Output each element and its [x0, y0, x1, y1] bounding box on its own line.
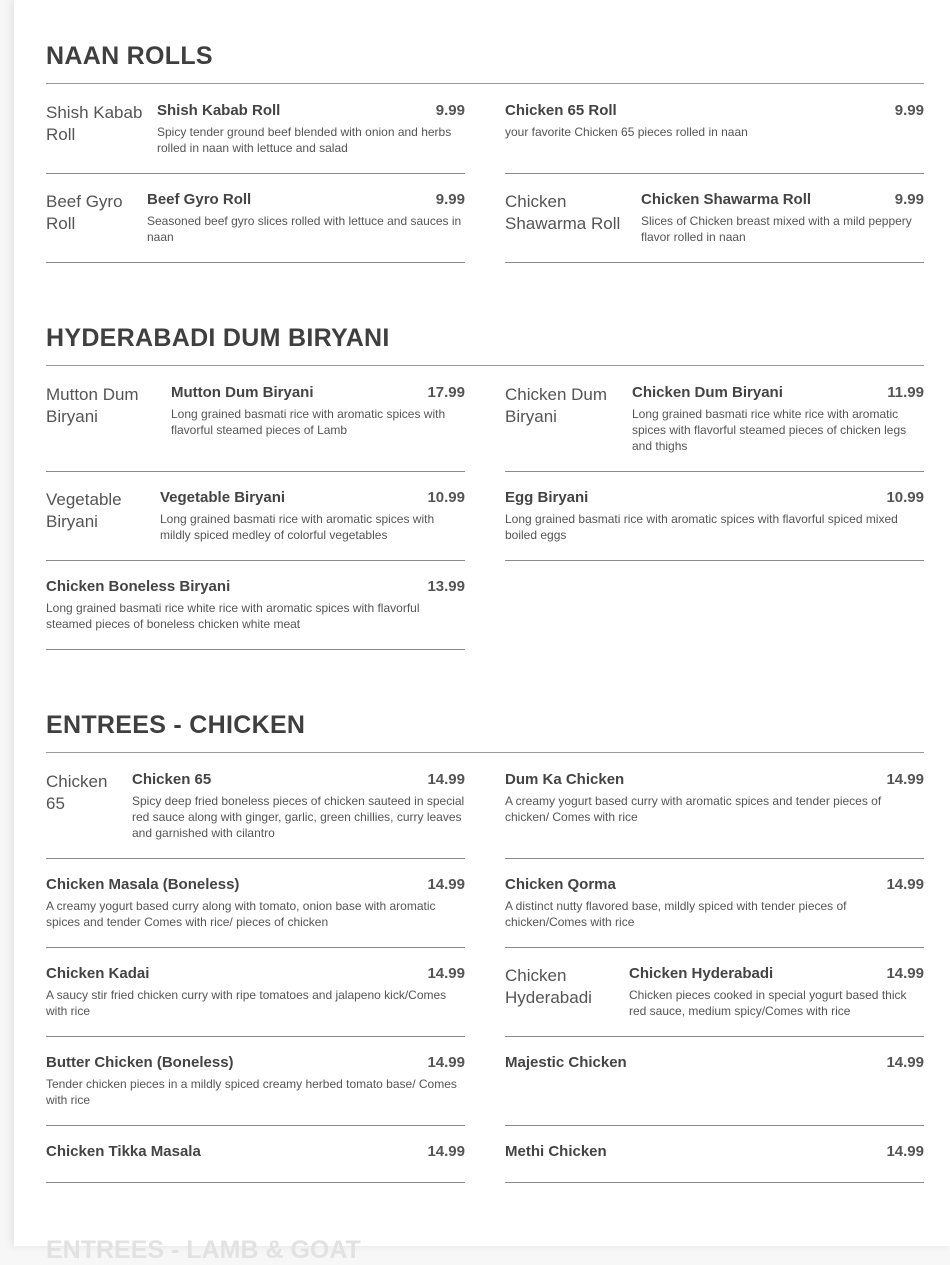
item-divider [46, 1182, 465, 1183]
menu-item[interactable] [505, 1143, 924, 1183]
menu-item[interactable] [505, 1054, 924, 1126]
item-divider [505, 858, 924, 859]
item-description: Tender chicken pieces in a mildly spiced creamy herbed tomato base/ Comes with rice [46, 1077, 457, 1107]
item-description: Long grained basmati rice with aromatic spices with mildly spiced medley of colorful vegetables [160, 512, 435, 542]
menu-item[interactable] [46, 1143, 465, 1183]
item-name: Chicken 65 [132, 771, 212, 788]
item-image: Chicken Hyderabadi [505, 966, 592, 1007]
section-entrees-chicken [46, 711, 924, 740]
section-hyderabadi-dum-biryani [46, 324, 924, 353]
section-title: HYDERABADI DUM BIRYANI [46, 324, 390, 352]
item-divider [505, 1125, 924, 1126]
menu-item[interactable] [46, 876, 465, 948]
item-price: 10.99 [886, 489, 924, 506]
item-name: Chicken Qorma [505, 876, 616, 893]
item-name: Methi Chicken [505, 1143, 607, 1160]
item-image: Shish Kabab Roll [46, 103, 143, 144]
item-name: Chicken Boneless Biryani [46, 578, 231, 595]
item-description: A distinct nutty flavored base, mildly spiced with tender pieces of chicken/Comes with rice [505, 899, 847, 929]
item-divider [505, 1182, 924, 1183]
item-price: 17.99 [427, 384, 465, 401]
item-divider [46, 649, 465, 650]
item-name: Dum Ka Chicken [505, 771, 625, 788]
menu-item[interactable] [46, 384, 465, 472]
menu-item[interactable] [505, 489, 924, 561]
menu-item[interactable] [46, 191, 465, 263]
menu-item[interactable] [46, 1054, 465, 1126]
section-naan-rolls [46, 42, 924, 71]
item-description: Seasoned beef gyro slices rolled with lettuce and sauces in naan [147, 214, 462, 244]
menu-item[interactable] [505, 876, 924, 948]
menu-item[interactable] [46, 771, 465, 859]
menu-item[interactable] [46, 489, 465, 561]
item-description: Chicken pieces cooked in special yogurt based thick red sauce, medium spicy/Comes with rice [629, 988, 907, 1018]
item-description: Long grained basmati rice with aromatic spices with flavorful spiced mixed boiled eggs [505, 512, 898, 542]
item-name: Chicken Hyderabadi [629, 965, 774, 982]
item-divider [505, 947, 924, 948]
item-image: Chicken Shawarma Roll [505, 192, 621, 233]
item-name: Butter Chicken (Boneless) [46, 1054, 234, 1071]
item-price: 14.99 [886, 876, 924, 893]
item-price: 14.99 [886, 965, 924, 982]
item-description: Slices of Chicken breast mixed with a mild peppery flavor rolled in naan [641, 214, 912, 244]
item-name: Beef Gyro Roll [147, 191, 252, 208]
item-description: A creamy yogurt based curry with aromatic spices and tender pieces of chicken/ Comes with rice [505, 794, 882, 824]
item-divider [505, 1036, 924, 1037]
menu-item[interactable] [505, 191, 924, 263]
item-name: Chicken Kadai [46, 965, 150, 982]
item-description: Long grained basmati rice white rice with aromatic spices with flavorful steamed pieces of chicken legs and thighs [632, 407, 907, 453]
item-name: Chicken Masala (Boneless) [46, 876, 240, 893]
menu-item[interactable] [46, 102, 465, 174]
item-divider [46, 1125, 465, 1126]
item-image: Mutton Dum Biryani [46, 385, 139, 426]
item-description: A saucy stir fried chicken curry with ripe tomatoes and jalapeno kick/Comes with rice [46, 988, 447, 1018]
item-divider [46, 858, 465, 859]
section-title: NAAN ROLLS [46, 42, 213, 70]
item-description: Spicy tender ground beef blended with onion and herbs rolled in naan with lettuce and salad [157, 125, 452, 155]
item-divider [46, 471, 465, 472]
section-divider [46, 365, 924, 366]
item-price: 14.99 [427, 771, 465, 788]
item-name: Majestic Chicken [505, 1054, 627, 1071]
item-name: Shish Kabab Roll [157, 102, 281, 119]
item-image: Vegetable Biryani [46, 490, 122, 531]
item-name: Mutton Dum Biryani [171, 384, 314, 401]
item-name: Chicken 65 Roll [505, 102, 617, 119]
item-divider [46, 560, 465, 561]
section-divider [46, 752, 924, 753]
item-divider [505, 262, 924, 263]
item-price: 14.99 [427, 1143, 465, 1160]
item-divider [46, 947, 465, 948]
item-image: Beef Gyro Roll [46, 192, 123, 233]
item-price: 14.99 [886, 771, 924, 788]
item-divider [46, 262, 465, 263]
menu-item[interactable] [46, 578, 465, 650]
item-price: 11.99 [887, 384, 924, 401]
next-section-title: ENTREES - LAMB & GOAT [46, 1236, 361, 1264]
item-price: 14.99 [427, 1054, 465, 1071]
item-divider [505, 471, 924, 472]
item-name: Chicken Dum Biryani [632, 384, 783, 401]
item-divider [505, 173, 924, 174]
item-divider [46, 1036, 465, 1037]
menu-item[interactable] [505, 771, 924, 859]
item-description: Spicy deep fried boneless pieces of chicken sauteed in special red sauce along with ginger, garlic, green chillies, curry leaves and garnished with cilantro [132, 794, 465, 840]
item-description: A creamy yogurt based curry along with tomato, onion base with aromatic spices and tender Comes with rice/ pieces of chicken [46, 899, 436, 929]
item-description: Long grained basmati rice with aromatic spices with flavorful steamed pieces of Lamb [171, 407, 446, 437]
item-image: Chicken Dum Biryani [505, 385, 608, 426]
item-price: 9.99 [894, 102, 924, 119]
item-name: Chicken Tikka Masala [46, 1143, 201, 1160]
item-price: 13.99 [427, 578, 465, 595]
menu-page [14, 0, 950, 1264]
item-name: Chicken Shawarma Roll [641, 191, 812, 208]
section-divider [46, 83, 924, 84]
item-price: 9.99 [435, 191, 465, 208]
item-name: Egg Biryani [505, 489, 589, 506]
menu-item[interactable] [46, 965, 465, 1037]
item-price: 14.99 [427, 965, 465, 982]
menu-item[interactable] [505, 384, 924, 472]
item-divider [46, 173, 465, 174]
item-price: 10.99 [427, 489, 465, 506]
item-price: 9.99 [894, 191, 924, 208]
item-price: 9.99 [435, 102, 465, 119]
item-price: 14.99 [427, 876, 465, 893]
item-description: your favorite Chicken 65 pieces rolled in naan [505, 125, 748, 139]
item-image: Chicken 65 [46, 772, 108, 813]
item-price: 14.99 [886, 1143, 924, 1160]
item-price: 14.99 [886, 1054, 924, 1071]
item-name: Vegetable Biryani [160, 489, 286, 506]
section-title: ENTREES - CHICKEN [46, 711, 306, 739]
menu-item[interactable] [505, 102, 924, 174]
item-divider [505, 560, 924, 561]
menu-item[interactable] [505, 965, 924, 1037]
item-description: Long grained basmati rice white rice with aromatic spices with flavorful steamed pieces of boneless chicken white meat [46, 601, 420, 631]
